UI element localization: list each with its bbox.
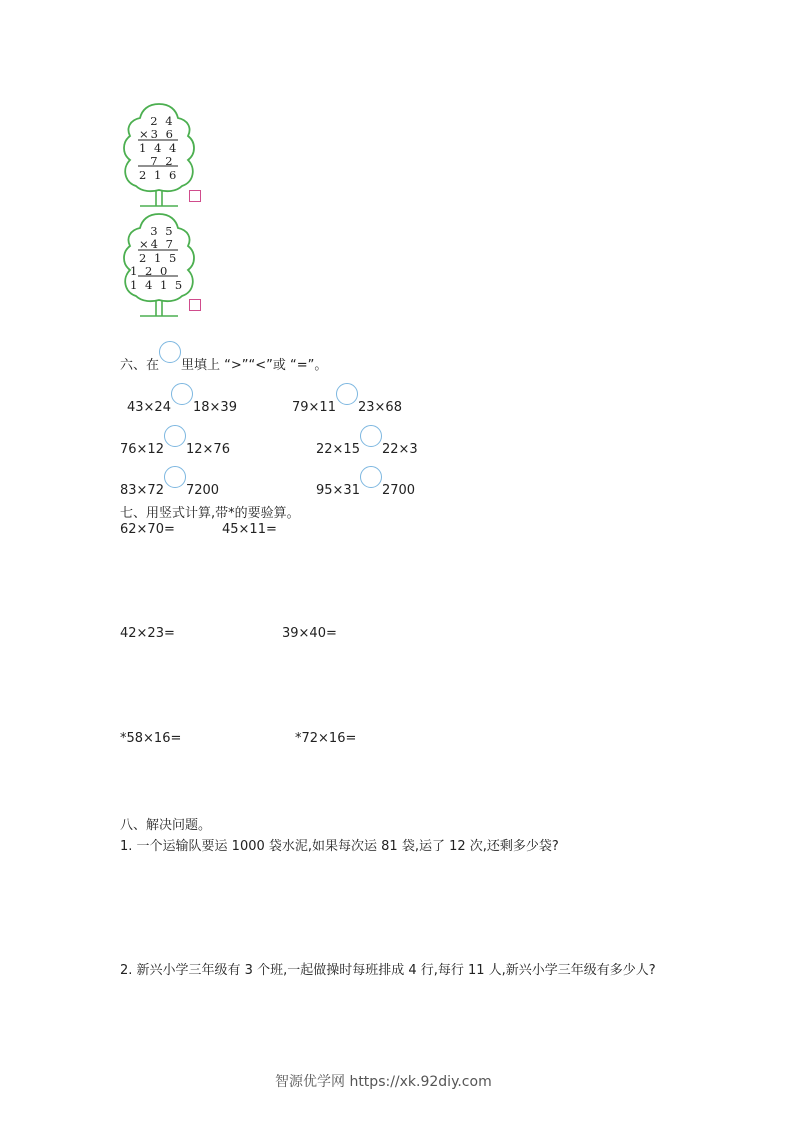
compare-circle[interactable] [164,466,186,488]
calc-item: 62×70= [120,522,175,537]
judgement-answer-box-1[interactable] [189,190,201,202]
calc-item: 45×11= [222,522,277,537]
calc-item: *72×16= [295,731,357,746]
tree-row: 2 1 5 [139,251,179,265]
expression-right: 18×39 [192,400,237,415]
section-6-heading [120,341,327,373]
word-problem-1: 1. 一个运输队要运 1000 袋水泥,如果每次运 81 袋,运了 12 次,还剩多少袋? [120,839,559,854]
compare-item [120,425,230,457]
expression-left: 22×15 [316,442,360,457]
compare-item [316,425,418,457]
tree-row: 2 1 6 [139,168,179,182]
tree-figure-1 [118,102,200,208]
compare-circle[interactable] [164,425,186,447]
tree-row: ×4 7 [139,237,175,251]
tree-row: 1 4 4 [139,141,179,155]
compare-circle[interactable] [360,425,382,447]
expression-right: 2700 [381,483,416,498]
compare-item [292,383,402,415]
compare-circle[interactable] [171,383,193,405]
expression-left: 76×12 [120,442,164,457]
compare-item [120,466,219,498]
expression-right: 23×68 [357,400,402,415]
heading-text: 六、在 [120,358,160,373]
compare-circle[interactable] [336,383,358,405]
tree-row: 2 4 [139,114,175,128]
compare-circle[interactable] [360,466,382,488]
expression-left: 83×72 [120,483,164,498]
tree-row: 3 5 [139,224,175,238]
expression-left: 43×24 [127,400,171,415]
footer-watermark: 智源优学网 https://xk.92diy.com [275,1074,492,1090]
heading-text: 里填上 “>”“<”或 “=”。 [181,358,328,373]
tree-row: 7 2 [139,154,175,168]
calc-item: 39×40= [282,626,337,641]
tree-row: 1 4 1 5 [130,278,185,292]
compare-item [316,466,415,498]
tree-row: 1 2 0 [130,264,170,278]
tree-row: ×3 6 [139,127,175,141]
calc-item: *58×16= [120,731,182,746]
section-8-heading: 八、解决问题。 [120,818,212,833]
expression-left: 79×11 [292,400,336,415]
word-problem-2: 2. 新兴小学三年级有 3 个班,一起做操时每班排成 4 行,每行 11 人,新兴小学三年级有多少人? [120,963,656,978]
expression-left: 95×31 [316,483,360,498]
expression-right: 22×3 [381,442,418,457]
expression-right: 7200 [185,483,220,498]
compare-item [127,383,237,415]
calc-item: 42×23= [120,626,175,641]
section-7-heading: 七、用竖式计算,带*的要验算。 [120,506,300,521]
tree-figure-2 [118,212,200,318]
expression-right: 12×76 [185,442,230,457]
judgement-answer-box-2[interactable] [189,299,201,311]
circle-icon [159,341,181,363]
